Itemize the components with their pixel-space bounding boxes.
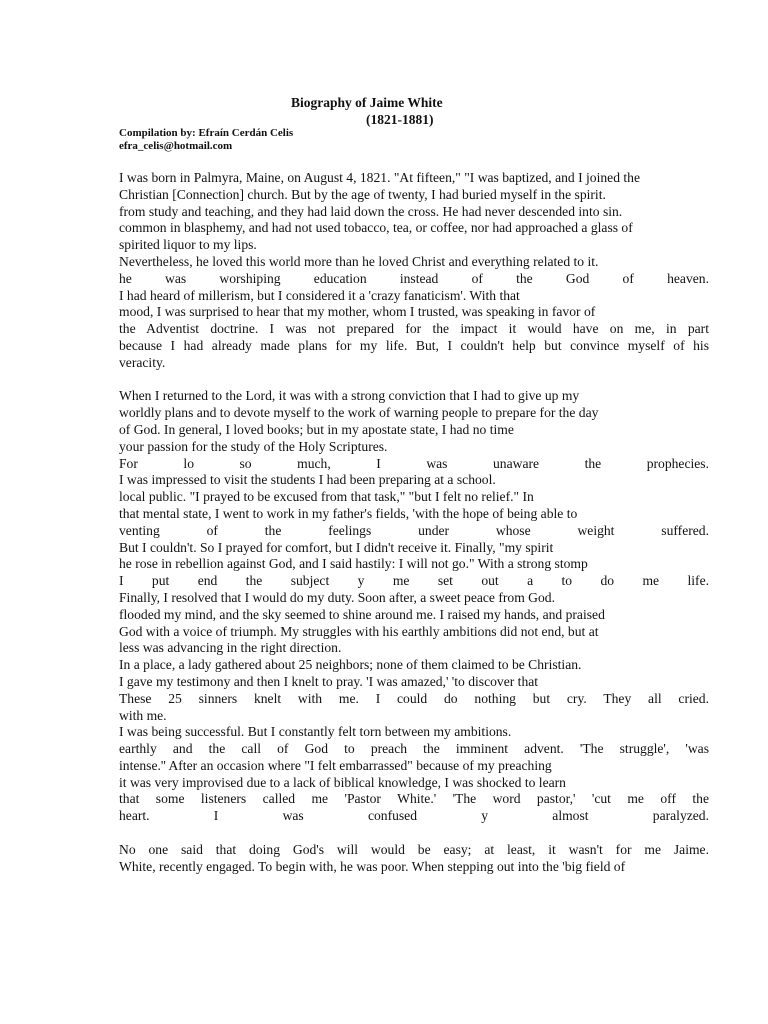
text-line: veracity.	[119, 354, 166, 370]
text-line: I was born in Palmyra, Maine, on August 4, 1821. "At fifteen," "I was baptized, and I joined the	[119, 170, 641, 185]
text-line: venting of the feelings under whose weight suffered.	[119, 522, 709, 538]
text-line: mood, I was surprised to hear that my mother, whom I trusted, was speaking in favor of	[119, 304, 596, 320]
text-line: spirited liquor to my lips.	[119, 237, 257, 253]
text-line: Christian [Connection] church. But by the age of twenty, I had buried myself in the spirit.	[119, 186, 606, 202]
text-line: the Adventist doctrine. I was not prepared for the impact it would have on me, in part	[119, 321, 709, 337]
document-body	[119, 170, 709, 875]
text-line: it was very improvised due to a lack of biblical knowledge, I was shocked to learn	[119, 774, 566, 790]
text-line: he was worshiping education instead of the God of heaven.	[119, 270, 709, 286]
text-line: Nevertheless, he loved this world more than he loved Christ and everything related to it.	[119, 253, 599, 269]
text-line: local public. "I prayed to be excused from that task," "but I felt no relief." In	[119, 489, 534, 505]
text-line: from study and teaching, and they had laid down the cross. He had never descended into sin.	[119, 203, 623, 219]
document-title: Biography of Jaime White	[291, 95, 443, 110]
text-line: that mental state, I went to work in my father's fields, 'with the hope of being able to	[119, 505, 578, 521]
text-line: he rose in rebellion against God, and I said hastily: I will not go." With a strong stomp	[119, 556, 588, 572]
document-dates: (1821-1881)	[366, 112, 434, 127]
text-line: your passion for the study of the Holy Scriptures.	[119, 438, 388, 454]
text-line: I put end the subject y me set out a to do me life.	[119, 573, 709, 589]
text-line: earthly and the call of God to preach the imminent advent. 'The struggle', 'was	[119, 741, 709, 757]
text-line: But I couldn't. So I prayed for comfort, but I didn't receive it. Finally, "my spirit	[119, 539, 554, 555]
text-line: When I returned to the Lord, it was with a strong conviction that I had to give up my	[119, 388, 580, 404]
text-line: In a place, a lady gathered about 25 neighbors; none of them claimed to be Christian.	[119, 657, 582, 673]
text-line: I was being successful. But I constantly felt torn between my ambitions.	[119, 724, 512, 740]
compilation-credit: Compilation by: Efraín Cerdán Celis	[119, 127, 294, 139]
text-line: common in blasphemy, and had not used tobacco, tea, or coffee, nor had approached a glass of	[119, 220, 633, 236]
text-line: No one said that doing God's will would be easy; at least, it wasn't for me Jaime.	[119, 841, 709, 857]
text-line: less was advancing in the right direction.	[119, 640, 342, 656]
text-line: with me.	[119, 707, 167, 723]
text-line: Finally, I resolved that I would do my duty. Soon after, a sweet peace from God.	[119, 589, 555, 605]
text-line: I gave my testimony and then I knelt to pray. 'I was amazed,' 'to discover that	[119, 673, 539, 689]
text-line: God with a voice of triumph. My struggles with his earthly ambitions did not end, but at	[119, 623, 599, 639]
text-line: For lo so much, I was unaware the prophecies.	[119, 455, 709, 471]
author-info	[119, 127, 293, 153]
paragraph	[119, 388, 709, 825]
paragraph-gap	[119, 372, 709, 389]
text-line: because I had already made plans for my life. But, I couldn't help but convince myself of his	[119, 337, 709, 353]
paragraph-gap	[119, 825, 709, 842]
paragraph	[119, 170, 709, 372]
text-line: that some listeners called me 'Pastor White.' 'The word pastor,' 'cut me off the	[119, 791, 709, 807]
text-line: I was impressed to visit the students I had been preparing at a school.	[119, 472, 496, 488]
text-line: of God. In general, I loved books; but in my apostate state, I had no time	[119, 421, 514, 437]
text-line: intense.'' After an occasion where "I felt embarrassed" because of my preaching	[119, 757, 552, 773]
paragraph	[119, 842, 709, 876]
text-line: White, recently engaged. To begin with, he was poor. When stepping out into the 'big field of	[119, 858, 626, 874]
text-line: heart. I was confused y almost paralyzed.	[119, 808, 709, 824]
text-line: I had heard of millerism, but I considered it a 'crazy fanaticism'. With that	[119, 287, 520, 303]
text-line: These 25 sinners knelt with me. I could do nothing but cry. They all cried.	[119, 690, 709, 706]
author-email: efra_celis@hotmail.com	[119, 140, 233, 152]
text-line: worldly plans and to devote myself to the work of warning people to prepare for the day	[119, 405, 599, 421]
text-line: flooded my mind, and the sky seemed to shine around me. I raised my hands, and praised	[119, 606, 605, 622]
